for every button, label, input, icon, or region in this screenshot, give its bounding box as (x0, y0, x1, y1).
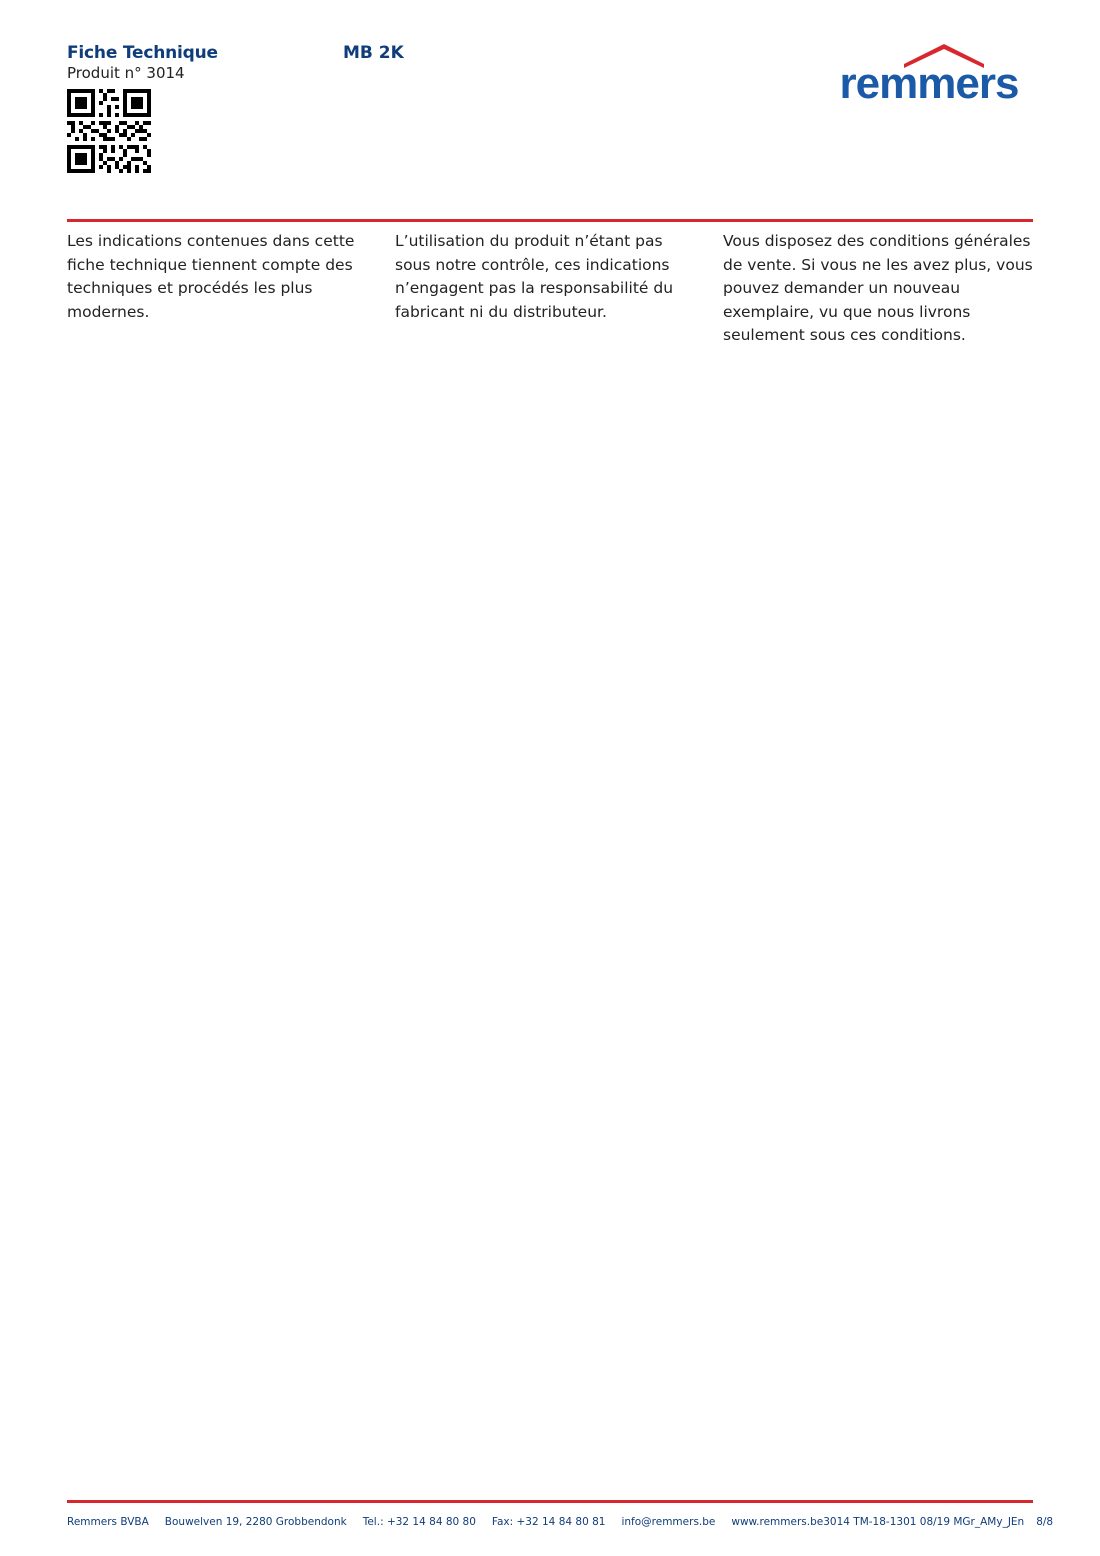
footer (67, 1516, 1054, 1528)
footer-tel: Tel.: +32 14 84 80 80 (362, 1516, 476, 1528)
footer-reference: 3014 TM-18-1301 08/19 MGr_AMy_JEn (823, 1516, 1025, 1528)
doc-title: Fiche Technique (67, 43, 218, 63)
footer-email-link[interactable]: info@remmers.be (621, 1516, 716, 1528)
product-number: Produit n° 3014 (67, 64, 185, 82)
footer-address: Bouwelven 19, 2280 Grobbendonk (164, 1516, 347, 1528)
footer-website-link[interactable]: www.remmers.be (731, 1516, 824, 1528)
bottom-divider (67, 1500, 1033, 1503)
product-name: MB 2K (343, 43, 404, 63)
top-divider (67, 219, 1033, 222)
disclaimer-column-1: Les indications contenues dans cette fiche technique tiennent compte des techniques et procédés les plus modernes. (67, 232, 355, 321)
disclaimer-column-2: L’utilisation du produit n’étant pas sous notre contrôle, ces indications n’engagent pas la responsabilité du fabricant ni du distributeur. (395, 232, 674, 321)
logo-wordmark: remmers (839, 59, 1019, 108)
disclaimer-column-3: Vous disposez des conditions générales de vente. Si vous ne les avez plus, vous pouvez demander un nouveau exemplaire, vu que nous livrons seulement sous ces conditions. (723, 232, 1033, 344)
remmers-logo[interactable] (826, 40, 1032, 110)
qr-code-icon[interactable] (67, 89, 151, 173)
page-number: 8/8 (1036, 1516, 1054, 1528)
footer-company: Remmers BVBA (67, 1516, 149, 1528)
footer-fax: Fax: +32 14 84 80 81 (491, 1516, 606, 1528)
